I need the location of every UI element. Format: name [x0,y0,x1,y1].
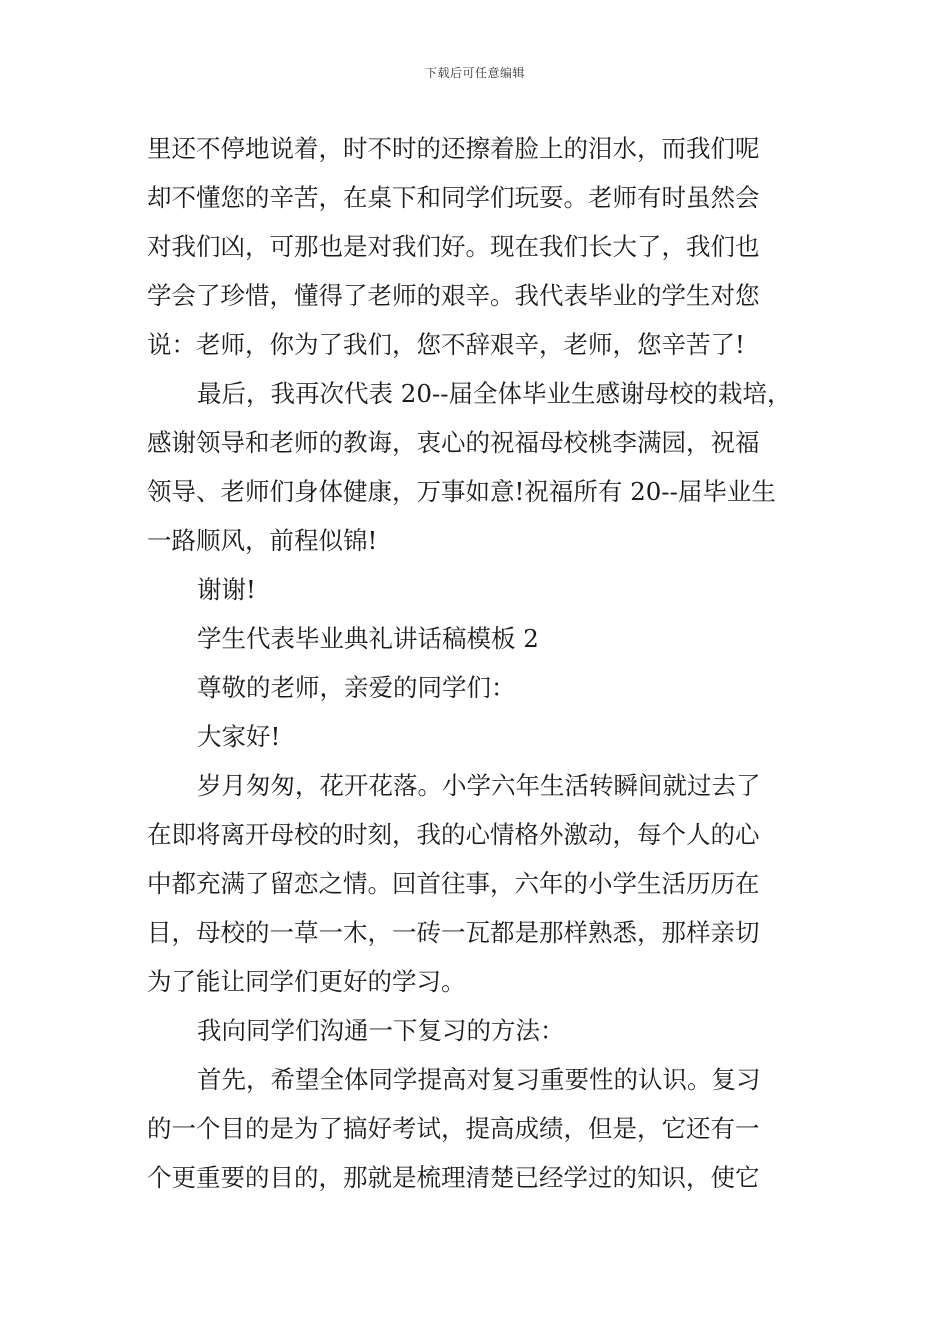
greeting-line: 大家好! [197,722,281,751]
section-title: 学生代表毕业典礼讲话稿模板 2 [197,624,539,653]
text-line: 为了能让同学们更好的学习。 [147,967,466,996]
text-line: 领导、老师们身体健康，万事如意!祝福所有 20--届毕业生 [147,477,776,506]
text-line: 的一个目的是为了搞好考试，提高成绩，但是，它还有一 [147,1114,760,1143]
paragraph-start-line: 首先，希望全体同学提高对复习重要性的认识。复习 [197,1065,761,1094]
paragraph-start-line: 最后，我再次代表 20--届全体毕业生感谢母校的栽培， [197,379,792,408]
text-line: 中都充满了留恋之情。回首往事，六年的小学生活历历在 [147,869,760,898]
text-line: 说：老师，你为了我们，您不辞艰辛，老师，您辛苦了! [147,330,745,359]
text-line: 却不懂您的辛苦，在桌下和同学们玩耍。老师有时虽然会 [147,183,760,212]
text-line: 个更重要的目的，那就是梳理清楚已经学过的知识，使它 [147,1163,760,1192]
document-body [147,124,827,1202]
text-line: 一路顺风，前程似锦! [147,526,378,555]
text-line: 感谢领导和老师的教诲，衷心的祝福母校桃李满园，祝福 [147,428,760,457]
text-line: 里还不停地说着，时不时的还擦着脸上的泪水，而我们呢 [147,134,760,163]
text-line: 目，母校的一草一木，一砖一瓦都是那样熟悉，那样亲切 [147,918,760,947]
text-line: 在即将离开母校的时刻，我的心情格外激动，每个人的心 [147,820,760,849]
paragraph-start-line: 岁月匆匆，花开花落。小学六年生活转瞬间就过去了 [197,771,761,800]
text-line: 对我们凶，可那也是对我们好。现在我们长大了，我们也 [147,232,760,261]
thanks-line: 谢谢! [197,575,256,604]
paragraph-start-line: 我向同学们沟通一下复习的方法： [197,1016,565,1045]
text-line: 学会了珍惜，懂得了老师的艰辛。我代表毕业的学生对您 [147,281,760,310]
salutation-line: 尊敬的老师，亲爱的同学们： [197,673,516,702]
page-header: 下载后可任意编辑 [424,66,525,80]
